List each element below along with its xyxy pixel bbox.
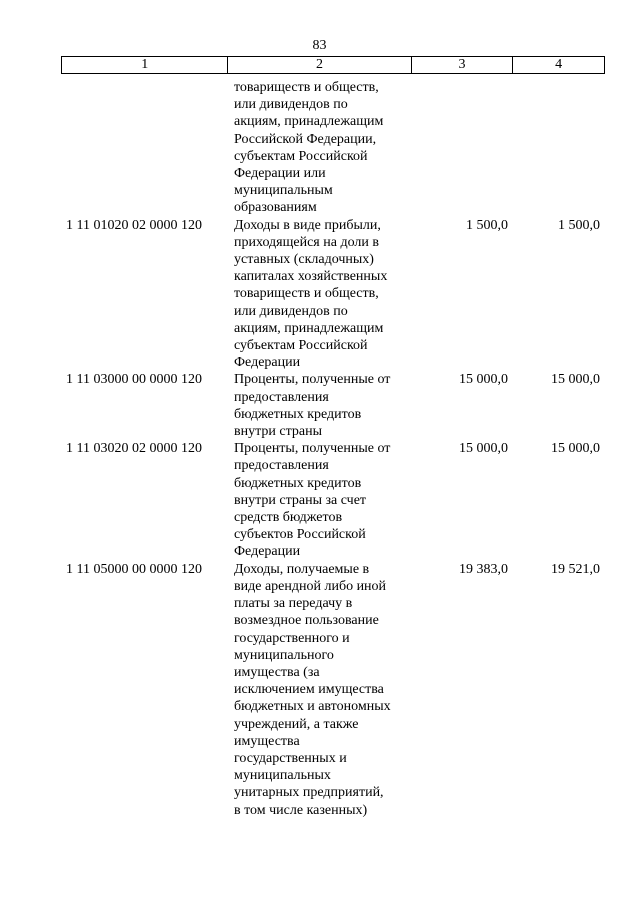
table-row [61,440,605,560]
row-code: 1 11 03000 00 0000 120 [66,372,202,388]
row-value-col3: 15 000,0 [459,441,508,457]
row-code: 1 11 01020 02 0000 120 [66,217,202,233]
header-col-3: 3 [412,57,514,73]
row-value-col4: 1 500,0 [558,217,600,233]
header-col-2: 2 [228,57,411,73]
row-value-col4: 19 521,0 [551,561,600,577]
table-row [61,217,605,372]
table-row [61,371,605,440]
row-description: Доходы в виде прибыли, приходящейся на доли в уставных (складочных) капиталах хозяйственных товариществ и обществ, или дивидендов по акциям, принадлежащим субъектам Российской Федерации [234,217,388,371]
table-row [61,561,605,819]
table-body [61,79,605,819]
row-value-col3: 15 000,0 [459,372,508,388]
row-description: Доходы, получаемые в виде арендной либо иной платы за передачу в возмездное пользование государственного и муниципального имущества (за исключением имущества бюджетных и автономных учреждений, а также имущества государственных и муниципальных унитарных предприятий, в том числе казенных) [234,561,391,818]
row-description: Проценты, полученные от предоставления бюджетных кредитов внутри страны за счет средств бюджетов субъектов Российской Федерации [234,441,391,560]
table-row [61,79,605,217]
row-value-col4 [514,79,605,217]
row-value-col3 [412,79,514,217]
row-code: 1 11 03020 02 0000 120 [66,441,202,457]
row-description: Проценты, полученные от предоставления бюджетных кредитов внутри страны [234,372,391,440]
header-col-4: 4 [555,57,563,72]
header-col-1: 1 [62,57,228,73]
page-number: 83 [312,38,327,53]
row-code [61,79,228,217]
row-description: товариществ и обществ, или дивидендов по акциям, принадлежащим Российской Федерации, субъектам Российской Федерации или муниципальным образованиям [234,80,384,216]
row-value-col4: 15 000,0 [551,441,600,457]
row-code: 1 11 05000 00 0000 120 [66,561,202,577]
row-value-col3: 1 500,0 [466,217,508,233]
row-value-col3: 19 383,0 [459,561,508,577]
table-header [61,56,605,74]
row-value-col4: 15 000,0 [551,372,600,388]
